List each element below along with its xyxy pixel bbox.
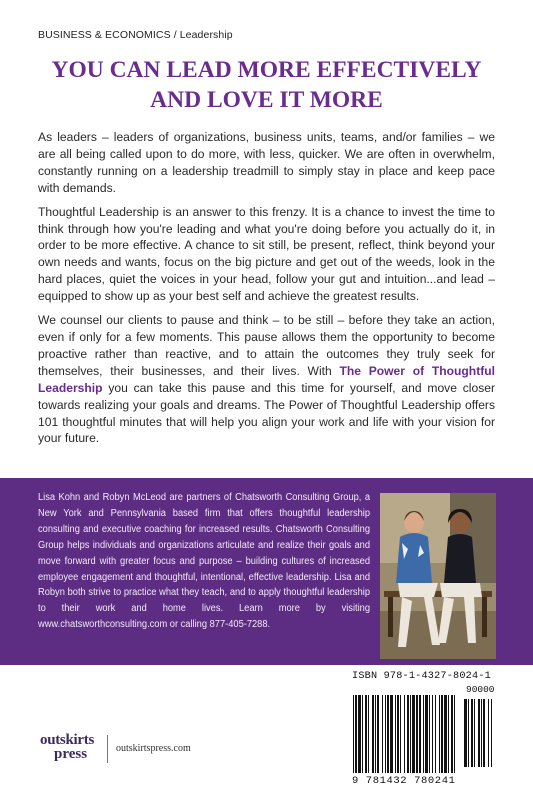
price-barcode-bar: [464, 699, 467, 767]
paragraph-1: As leaders – leaders of organizations, business units, teams, and/or families – we are all being called upon to do more, with less, quicker. We are often in overwhelm, constantly running on a leadership treadmill to simply stay in place and keep pace with demands.: [38, 130, 495, 195]
category-label: BUSINESS & ECONOMICS / Leadership: [38, 29, 233, 41]
paragraph-3-end: you can take this pause and this time for yourself, and move closer towards realizing your goals and dreams. The Power of Thoughtful Leadership offers 101 thoughtful minutes that will help you align your work and life with your vision for your future.: [38, 380, 495, 446]
barcode-bar: [365, 695, 367, 773]
barcode-bar: [355, 695, 357, 773]
price-barcode-bar: [478, 699, 480, 767]
barcode-bar: [425, 695, 428, 773]
description: [38, 129, 495, 454]
price-barcode-bar: [483, 699, 485, 767]
barcode-bar: [432, 695, 433, 773]
barcode-bar: [382, 695, 383, 773]
barcode-bar: [444, 695, 447, 773]
publisher-site: outskirtspress.com: [116, 743, 191, 754]
barcode-bar: [410, 695, 411, 773]
barcode-bar: [375, 695, 376, 773]
price-barcode-bar: [481, 699, 482, 767]
price-barcode-bar: [474, 699, 475, 767]
barcode-bar: [397, 695, 399, 773]
barcode-bar: [390, 695, 393, 773]
barcode-bar: [423, 695, 424, 773]
paragraph-3-start: We counsel our clients to pause and think – to be still – before they take an action, even if only for a few moments. This pause allows them the opportunity to become proactive rather than reactive, and to attain the outcomes they truly seek for themselves, their businesses, and their lives. With: [38, 313, 495, 378]
barcode-bar: [377, 695, 379, 773]
author-bio: Lisa Kohn and Robyn McLeod are partners of Chatsworth Consulting Group, a New York and Pennsylvania based firm that offers thoughtful leadership consulting and executive coaching for increased results. Chatsworth Consulting Group helps individuals and organizations articulate and realize their goals and move forward with greater focus and purpose – building cultures of increased employee engagement and thoughtful, intentional, effective leadership. Lisa and Robyn both strive to practice what they teach, and to apply thoughtful leadership to their work and home lives. Learn more by visiting www.chatsworthconsulting.com or calling 877-405-7288.: [38, 492, 371, 631]
barcode-bar: [404, 695, 405, 773]
barcode-bar: [385, 695, 386, 773]
headline-line-2: AND LOVE IT MORE: [150, 87, 383, 113]
price-barcode-bar: [471, 699, 473, 767]
barcode-bar: [435, 695, 436, 773]
barcode-bar: [439, 695, 440, 773]
author-photo: [380, 493, 496, 659]
price-barcode-bar: [488, 699, 489, 767]
publisher-logo-line-2: press: [54, 746, 88, 762]
isbn-text: ISBN 978-1-4327-8024-1: [352, 671, 491, 682]
barcode-number: 9 781432 780241: [352, 775, 456, 787]
barcode-bar: [454, 695, 455, 773]
barcode-bar: [387, 695, 389, 773]
barcode-bar: [448, 695, 449, 773]
barcode-bar: [353, 695, 354, 773]
barcode-bar: [368, 695, 369, 773]
publisher-logo: [40, 733, 94, 761]
barcode-bar: [451, 695, 453, 773]
book-title-emphasis: The Power of Thoughtful Leadership: [38, 363, 495, 395]
paragraph-2: Thoughtful Leadership is an answer to this frenzy. It is a chance to invest the time to think through how you're leading and what you're doing before you actually do it, in order to be more effective. A chance to sit still, be present, reflect, think beyond your own needs and wants, focus on the big picture and get out of the weeds, look in the hard places, quiet the voices in your head, follow your gut and intuition...and lead – equipped to show up as your best self and achieve the greatest results.: [38, 204, 495, 304]
barcode-bar: [429, 695, 430, 773]
price-code: 90000: [466, 684, 495, 695]
publisher-logo-line-1: outskirts: [40, 732, 94, 748]
barcode-bar: [358, 695, 361, 773]
barcode-bar: [441, 695, 443, 773]
author-photo-image: [380, 493, 496, 659]
barcode-bar: [407, 695, 409, 773]
barcode-bar: [395, 695, 396, 773]
price-barcode-bar: [468, 699, 469, 767]
headline-line-1: YOU CAN LEAD MORE EFFECTIVELY: [51, 57, 482, 83]
paragraph-3: [38, 312, 495, 447]
barcode-bar: [372, 695, 374, 773]
barcode-bar: [362, 695, 363, 773]
price-barcode-bar: [491, 699, 492, 767]
barcode-bar: [412, 695, 415, 773]
barcode-bar: [416, 695, 418, 773]
barcode-bar: [419, 695, 421, 773]
headline: [20, 55, 513, 115]
barcode-bar: [400, 695, 401, 773]
logo-divider: [107, 735, 108, 763]
